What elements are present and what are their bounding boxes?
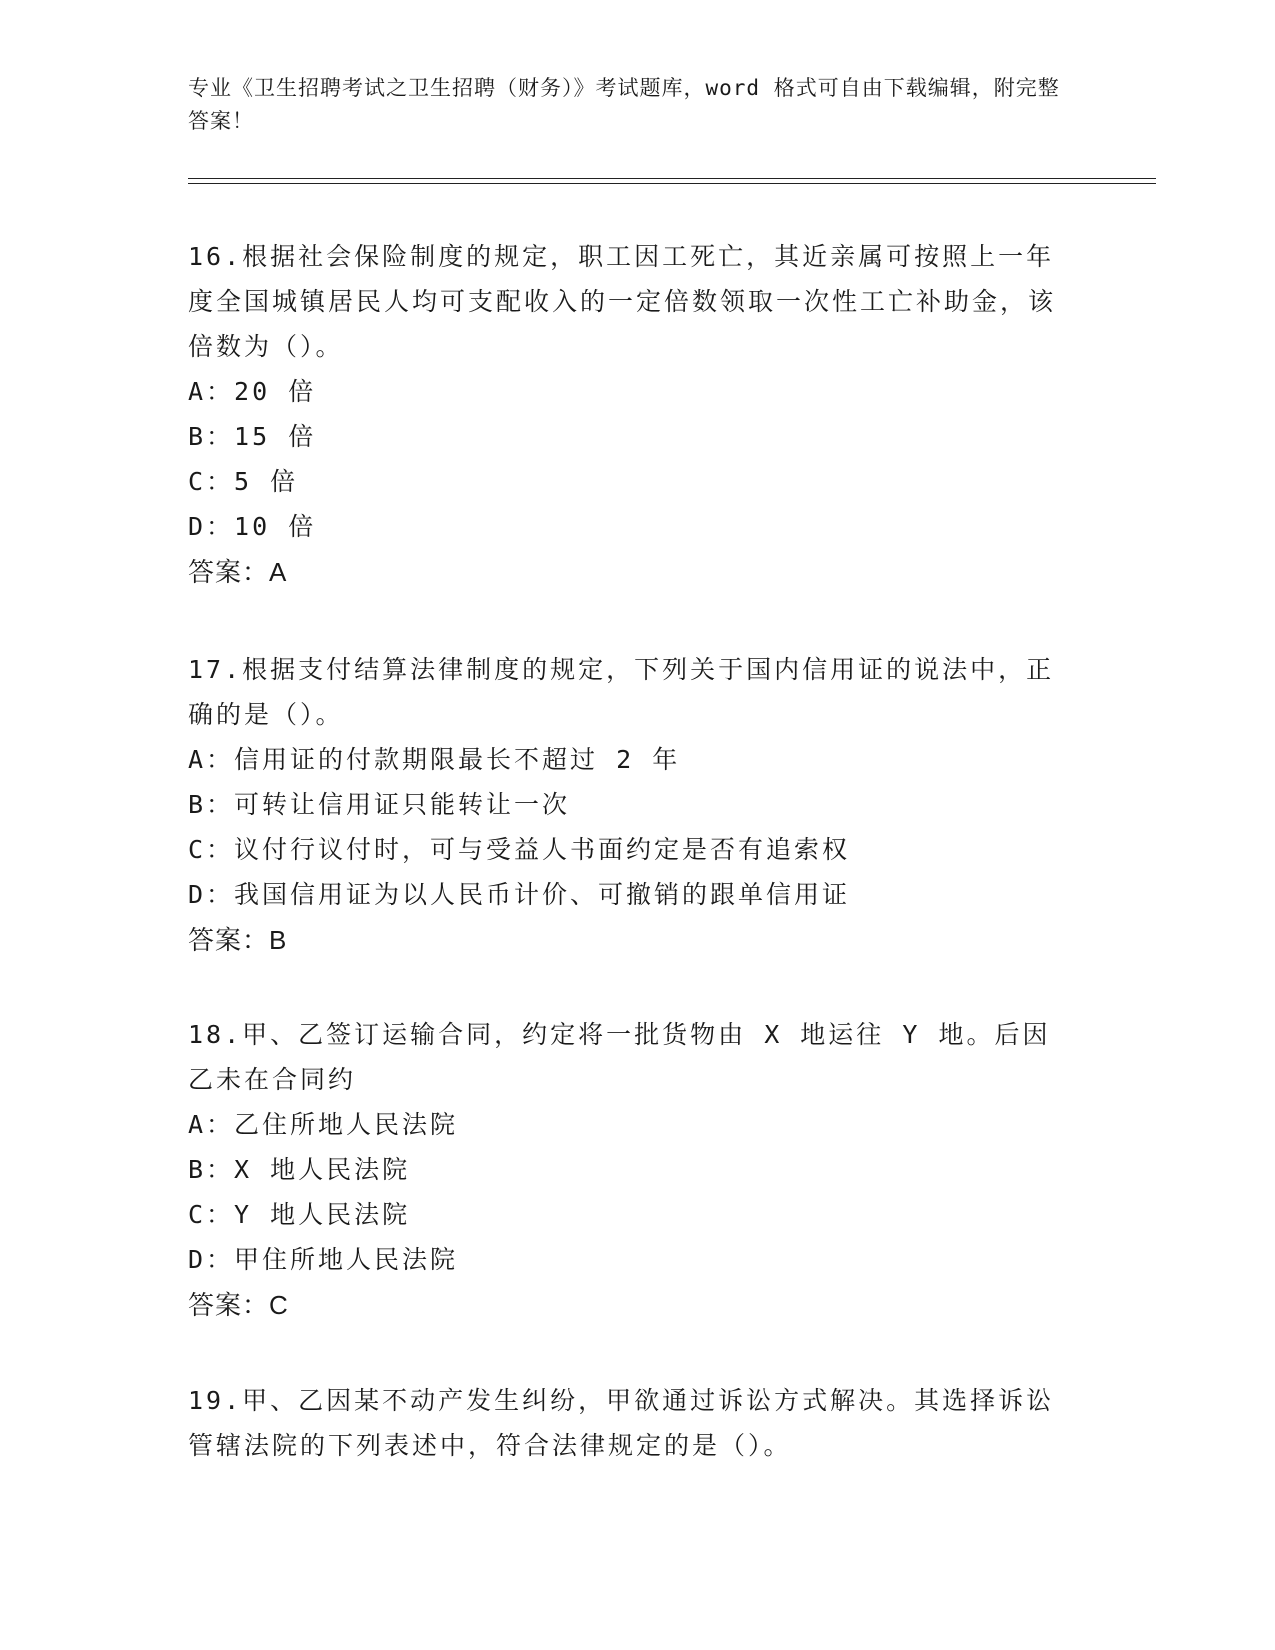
answer: 答案：C: [188, 1290, 289, 1320]
question-18: [188, 1012, 1078, 1328]
header-divider-top: [188, 178, 1156, 179]
question-16: [188, 234, 1078, 595]
document-header-intro: 专业《卫生招聘考试之卫生招聘（财务）》考试题库，word 格式可自由下载编辑，附完整答案！: [188, 76, 1060, 133]
question-17: [188, 647, 1078, 963]
question-text: 19.甲、乙因某不动产发生纠纷，甲欲通过诉讼方式解决。其选择诉讼管辖法院的下列表述中，符合法律规定的是（）。: [188, 1386, 1055, 1460]
answer: 答案：A: [188, 557, 288, 587]
question-text: 17.根据支付结算法律制度的规定，下列关于国内信用证的说法中，正确的是（）。: [188, 655, 1055, 729]
question-text: 18.甲、乙签订运输合同，约定将一批货物由 X 地运往 Y 地。后因乙未在合同约: [188, 1020, 1051, 1094]
answer: 答案：B: [188, 925, 288, 955]
header-divider-bottom: [188, 183, 1156, 184]
option-a: A：信用证的付款期限最长不超过 2 年: [188, 745, 681, 774]
option-a: A：20 倍: [188, 377, 317, 406]
option-c: C：议付行议付时，可与受益人书面约定是否有追索权: [188, 835, 851, 864]
option-d: D：甲住所地人民法院: [188, 1245, 459, 1274]
option-a: A：乙住所地人民法院: [188, 1110, 459, 1139]
option-c: C：Y 地人民法院: [188, 1200, 411, 1229]
option-d: D：我国信用证为以人民币计价、可撤销的跟单信用证: [188, 880, 851, 909]
option-c: C：5 倍: [188, 467, 299, 496]
option-b: B：可转让信用证只能转让一次: [188, 790, 571, 819]
question-text: 16.根据社会保险制度的规定，职工因工死亡，其近亲属可按照上一年度全国城镇居民人均可支配收入的一定倍数领取一次性工亡补助金，该倍数为（）。: [188, 242, 1057, 361]
option-d: D：10 倍: [188, 512, 317, 541]
option-b: B：X 地人民法院: [188, 1155, 411, 1184]
question-19: [188, 1378, 1078, 1468]
option-b: B：15 倍: [188, 422, 317, 451]
